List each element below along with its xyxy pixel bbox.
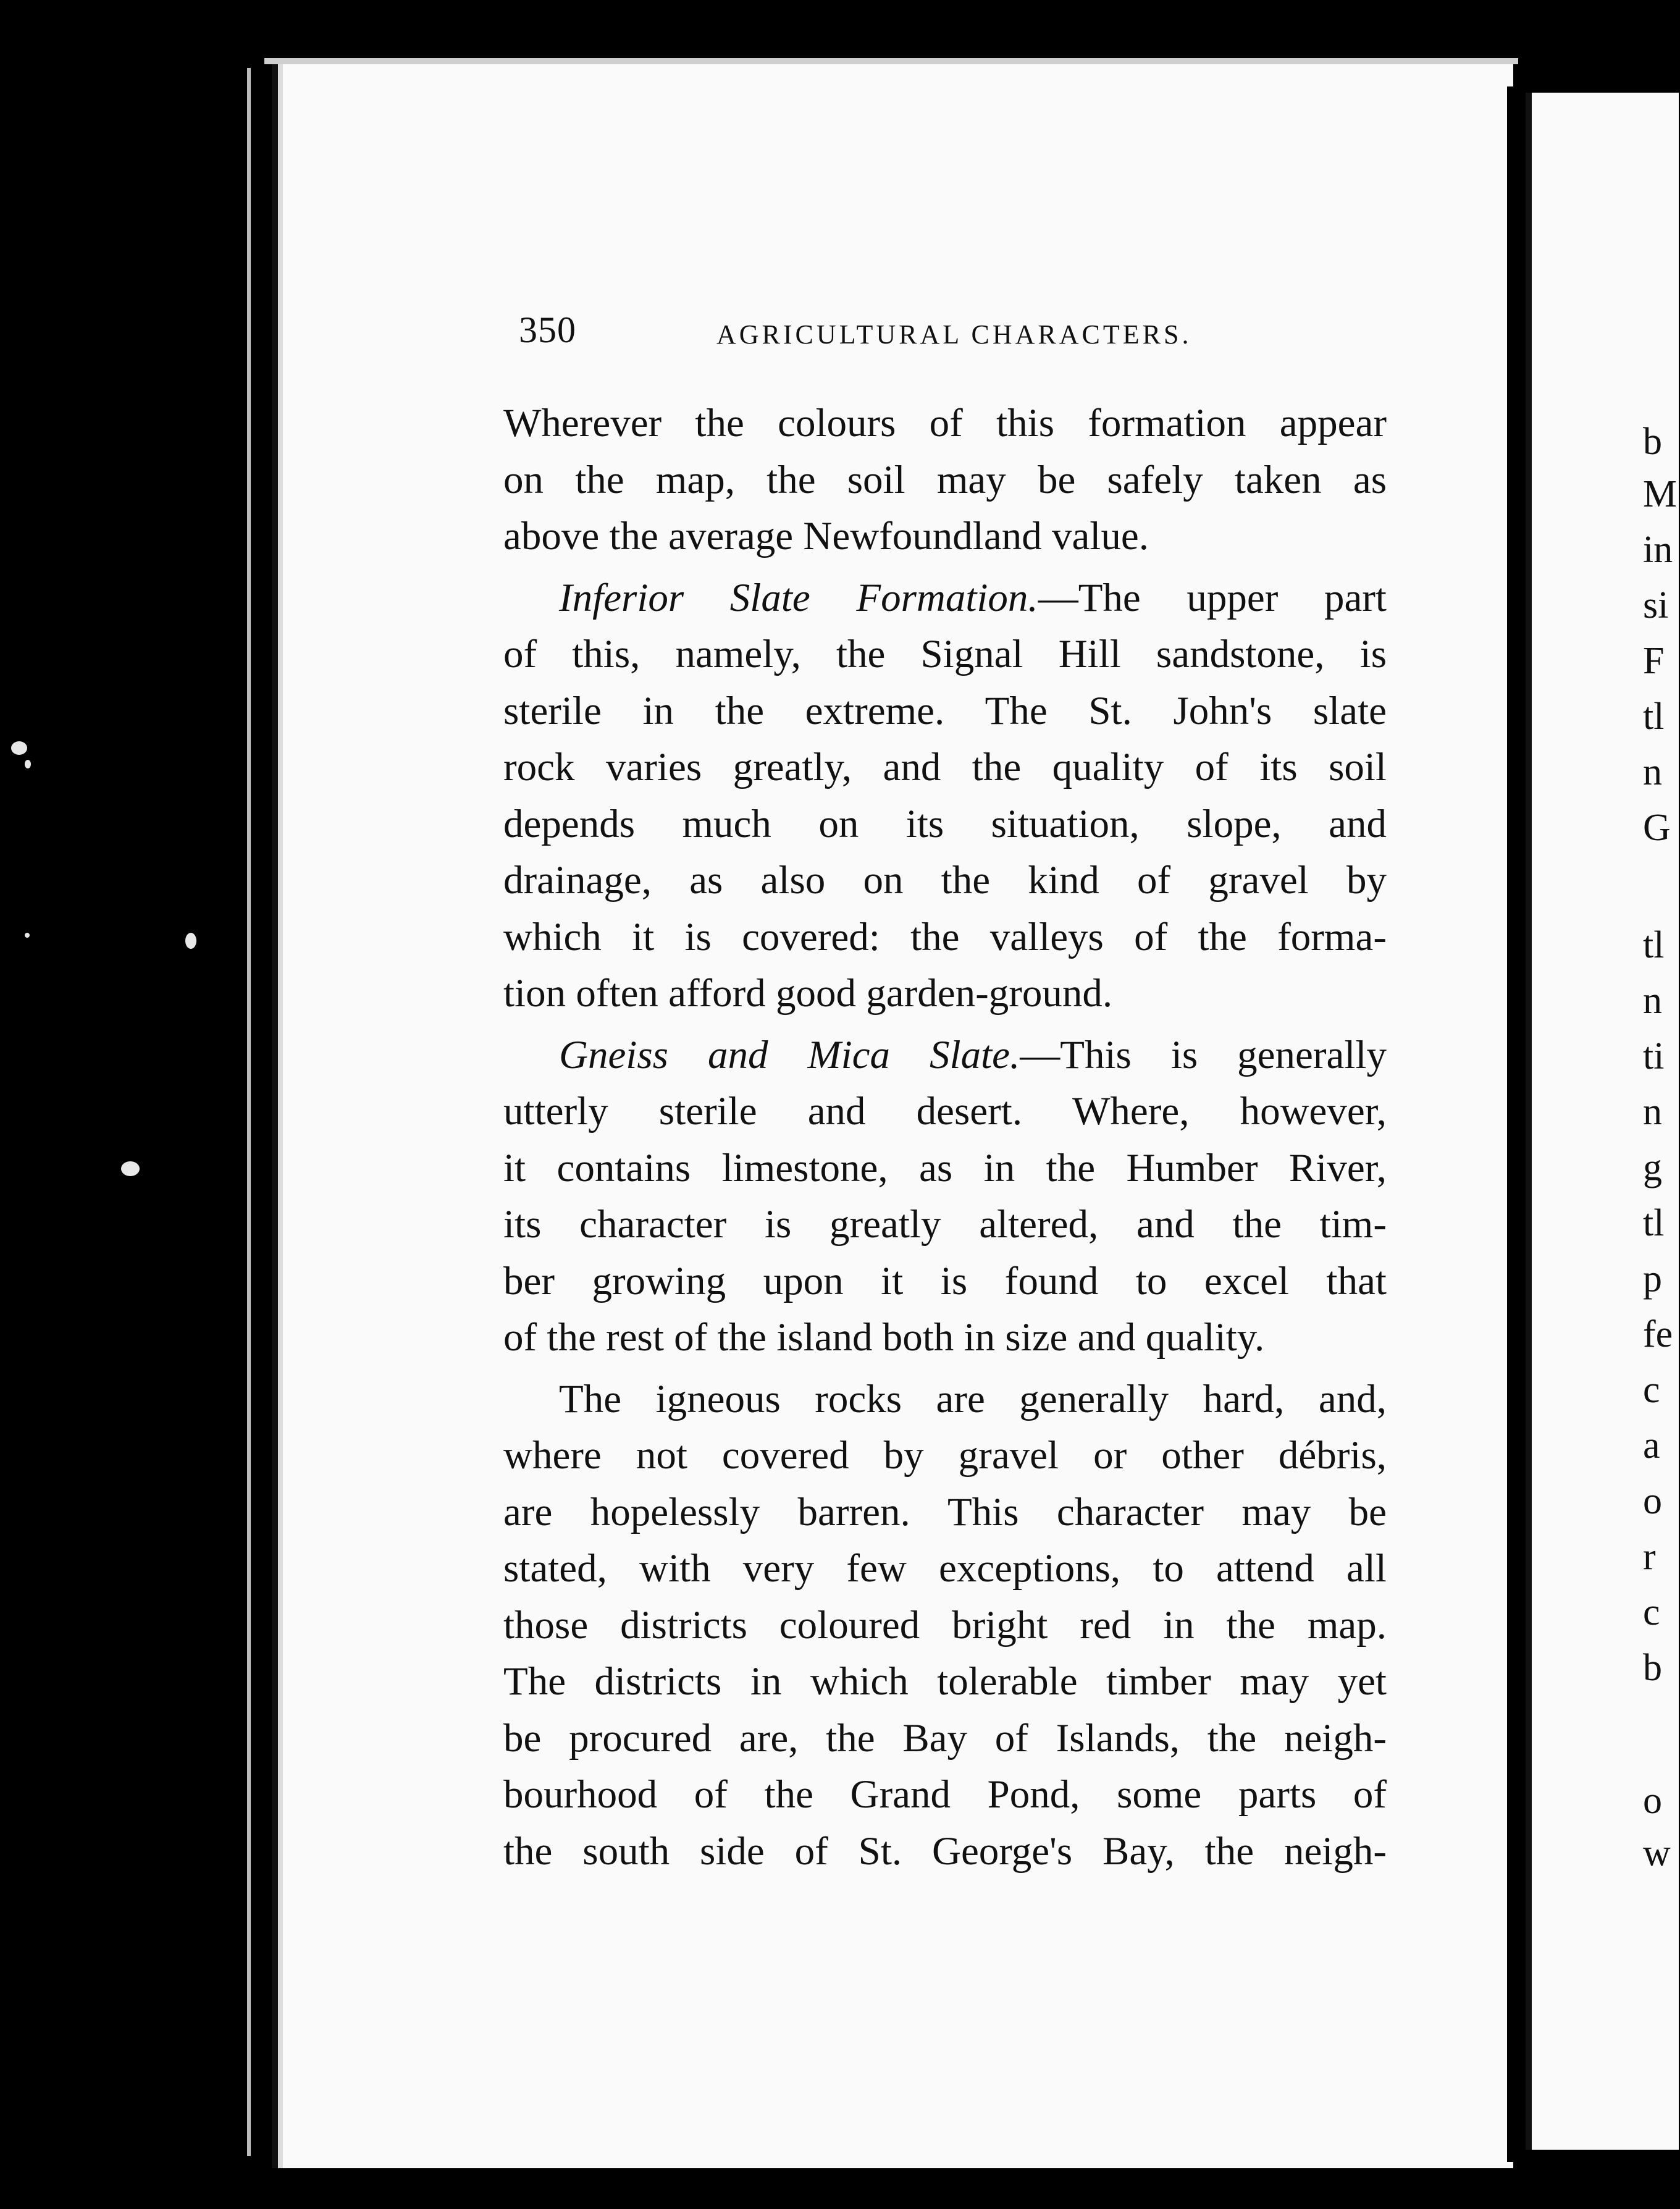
text-line: The districts in which tolerable timber may yet: [503, 1659, 1387, 1704]
text-line: where not covered by gravel or other débris,: [503, 1433, 1387, 1478]
text-line: are hopelessly barren. This character may be: [503, 1489, 1387, 1534]
facing-page-fragment: a: [1643, 1424, 1660, 1466]
text-line: which it is covered: the valleys of the forma-: [503, 914, 1387, 959]
section-heading: Inferior Slate Formation.: [559, 575, 1038, 620]
facing-page-fragment: ti: [1643, 1035, 1665, 1077]
facing-page-fragment: o: [1643, 1780, 1662, 1822]
facing-page-fragment: p: [1643, 1258, 1662, 1300]
facing-page-fragment: tl: [1643, 924, 1665, 966]
scan-speck: [11, 741, 27, 755]
text-line: above the average Newfoundland value.: [503, 514, 1149, 558]
facing-page-fragment: G: [1643, 807, 1671, 849]
section-heading: Gneiss and Mica Slate.: [559, 1032, 1020, 1077]
scan-speck: [121, 1161, 140, 1176]
facing-page-fragment: n: [1643, 751, 1662, 793]
facing-page-fragment: n: [1643, 1091, 1662, 1133]
text-line: drainage, as also on the kind of gravel by: [503, 858, 1387, 903]
facing-page-fragment: n: [1643, 980, 1662, 1022]
text-line: tion often afford good garden-ground.: [503, 971, 1113, 1016]
text-line: stated, with very few exceptions, to attend all: [503, 1546, 1387, 1591]
text-line: be procured are, the Bay of Islands, the neigh-: [503, 1715, 1387, 1761]
text-line: the south side of St. George's Bay, the neigh-: [503, 1828, 1387, 1874]
facing-page-fragment: b: [1643, 1647, 1662, 1689]
text-line: it contains limestone, as in the Humber River,: [503, 1145, 1387, 1190]
facing-page-fragment: tl: [1643, 1202, 1665, 1244]
text-line: utterly sterile and desert. Where, however,: [503, 1089, 1387, 1134]
facing-page-fragment: tl: [1643, 696, 1665, 738]
facing-page-fragment: g: [1643, 1147, 1662, 1189]
text-line: Wherever the colours of this formation appear: [503, 401, 1387, 445]
text-line: sterile in the extreme. The St. John's slate: [503, 688, 1387, 733]
text-line: of this, namely, the Signal Hill sandstone, is: [503, 632, 1387, 676]
text-line: depends much on its situation, slope, and: [503, 801, 1387, 846]
scan-speck: [185, 933, 196, 949]
facing-page-fragment: M: [1643, 473, 1678, 515]
text-line: rock varies greatly, and the quality of its soil: [503, 745, 1387, 789]
facing-page-fragment: b: [1643, 421, 1662, 463]
page-header: [519, 309, 1211, 358]
text-line: those districts coloured bright red in the map.: [503, 1602, 1387, 1647]
text-line: its character is greatly altered, and the tim-: [503, 1202, 1387, 1247]
facing-page-fragment: c: [1643, 1591, 1660, 1633]
text-line: Gneiss and Mica Slate.—This is generally: [559, 1032, 1387, 1077]
facing-page-fragment: c: [1643, 1369, 1660, 1411]
body-text: [503, 395, 1387, 1880]
running-head: AGRICULTURAL CHARACTERS.: [716, 319, 1192, 350]
facing-page-fragment: si: [1643, 584, 1669, 626]
facing-page-fragment: o: [1643, 1480, 1662, 1522]
facing-page-fragment: in: [1643, 529, 1673, 571]
text-line: of the rest of the island both in size and quality.: [503, 1315, 1265, 1360]
facing-page-fragment: fe: [1643, 1313, 1673, 1355]
facing-page-fragment: r: [1643, 1536, 1656, 1578]
text-line: ber growing upon it is found to excel that: [503, 1258, 1387, 1303]
facing-page-fragment: F: [1643, 640, 1665, 682]
text-line: bourhood of the Grand Pond, some parts of: [503, 1772, 1387, 1817]
text-line: The igneous rocks are generally hard, and,: [559, 1376, 1387, 1421]
text-line: Inferior Slate Formation.—The upper part: [559, 575, 1387, 620]
text-line: on the map, the soil may be safely taken as: [503, 457, 1387, 502]
scan-speck: [25, 933, 30, 938]
scan-speck: [25, 760, 31, 768]
facing-page-fragment: w: [1643, 1832, 1671, 1874]
page-number: 350: [519, 309, 576, 350]
